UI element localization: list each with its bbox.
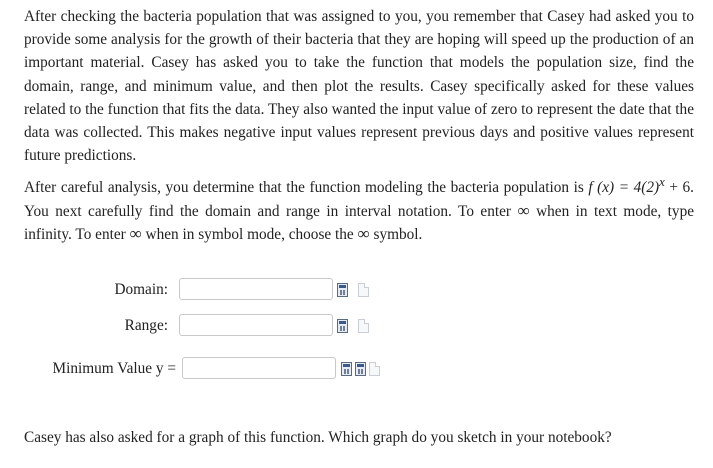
document-icon[interactable] — [358, 319, 369, 333]
equation-editor-icon[interactable] — [341, 362, 352, 376]
equation-editor-icon[interactable] — [337, 283, 348, 297]
function-expression: f $(x) = 4(2)^x + 6$ — [588, 175, 691, 197]
analysis-lead: After careful analysis, you determine that the function modeling the bacteria population is — [24, 179, 584, 197]
domain-label: Domain: — [114, 281, 168, 298]
domain-input[interactable] — [179, 278, 333, 300]
infinity-symbol: ∞ — [357, 224, 370, 244]
problem-intro: After checking the bacteria population that was assigned to you, you remember that Casey had asked you to provide some analysis for the growth of their bacteria that they are hoping will speed up the production of an important material. Casey has asked you to take the function that models the population size, find the domain, range, and minimum value, and then plot the results. Casey specifically asked for these values related to the function that fits the data. They also wanted the input value of zero to represent the date that the data was collected. This makes negative input values represent previous days and positive values represent future predictions. — [24, 8, 694, 165]
document-icon[interactable] — [358, 283, 369, 297]
equation-editor-icon[interactable] — [337, 319, 348, 333]
minimum-value-input[interactable] — [182, 357, 336, 379]
analysis-paragraph: After careful analysis, you determine that the function modeling the bacteria population is f $(x) = 4(2)^x + 6$. You next carefully find the domain and range in interval notation. To enter ∞ when in text mode, type infinity. To enter ∞ when in symbol mode, choose the ∞ symbol. — [24, 175, 695, 244]
graph-question: Casey has also asked for a graph of this function. Which graph do you sketch in your notebook? — [24, 429, 612, 446]
range-input[interactable] — [179, 314, 333, 336]
minimum-value-label: Minimum Value y = — [52, 360, 176, 377]
range-label: Range: — [124, 317, 168, 334]
infinity-symbol: ∞ — [129, 224, 142, 244]
document-icon[interactable] — [369, 362, 380, 376]
infinity-symbol: ∞ — [517, 200, 530, 220]
equation-editor-icon[interactable] — [355, 362, 366, 376]
